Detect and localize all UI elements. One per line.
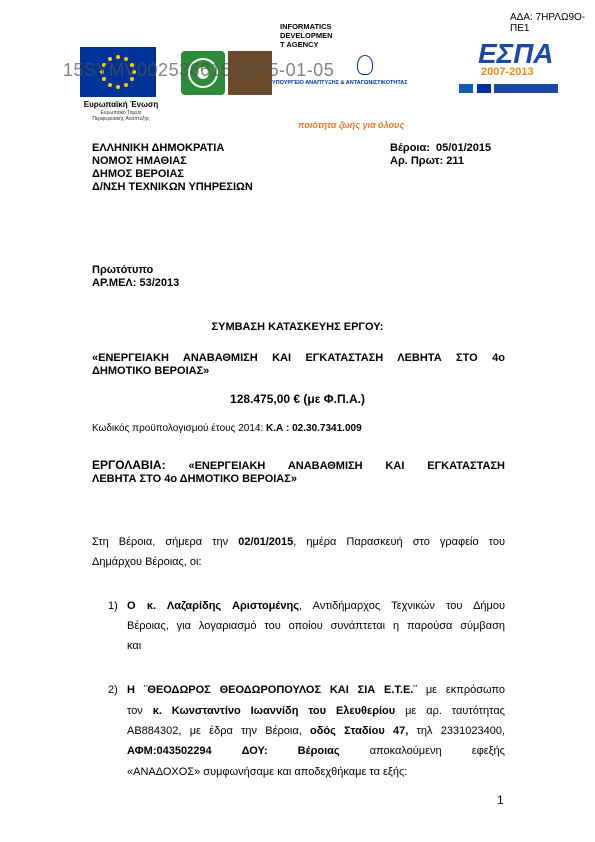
eu-flag-small-icon — [477, 84, 491, 93]
item-2-line-1 — [127, 680, 505, 700]
intro-text-1: Στη Βέροια, σήμερα την — [92, 536, 239, 548]
protocol-label: Αρ. Πρωτ: — [390, 155, 444, 167]
espa-banner — [494, 84, 558, 93]
budget-code-label: Κωδικός προϋπολογισμού έτους 2014: — [92, 423, 264, 434]
header-line-3: ΔΗΜΟΣ ΒΕΡΟΙΑΣ — [92, 168, 185, 180]
work-label: ΕΡΓΟΛΑΒΙΑ: — [92, 458, 166, 472]
item-2-line-5: «ΑΝΑΔΟΧΟΣ» συμφωνήσαμε και αποδεχθήκαμε τα εξής: — [127, 766, 408, 778]
item-1-rest: , Αντιδήμαρχος Τεχνικών του Δήμου — [298, 600, 506, 612]
slogan: ποιότητα ζωής για όλους — [298, 120, 405, 130]
espa-logo: ΕΣΠΑ — [478, 38, 554, 69]
date-value: 05/01/2015 — [436, 142, 492, 154]
tax-office-value: Βέροιας — [297, 745, 340, 757]
espa-years: 2007-2013 — [481, 66, 534, 78]
item-2-text-2c: με αρ. ταυτότητας — [395, 705, 505, 717]
intro-date: 02/01/2015 — [238, 536, 294, 548]
representative-name: κ. Κωνσταντίνο Ιωαννίδη του Ελευθερίου — [152, 705, 396, 717]
date-block — [390, 142, 491, 168]
eu-subcaption-1: Ευρωπαϊκό Ταμείο — [100, 110, 142, 116]
contractor-vat: ΑΦΜ:043502294 — [127, 745, 212, 757]
item-1-name: Ο κ. Λαζαρίδης Αριστομένης — [127, 600, 299, 612]
header-line-2: ΝΟΜΟΣ ΗΜΑΘΙΑΣ — [92, 155, 187, 167]
eu-subcaption — [76, 110, 166, 122]
item-2-text-4e: εφεξής — [471, 745, 505, 757]
ida-line-2: DEVELOPMEN — [280, 31, 333, 40]
original-marker — [92, 264, 179, 290]
page-title: ΣΥΜΒΑΣΗ ΚΑΤΑΣΚΕΥΗΣ ΕΡΓΟΥ: — [211, 321, 384, 333]
page-number: 1 — [497, 793, 504, 807]
work-line-1 — [92, 458, 505, 472]
item-1-line-2: Βέροιας, για λογαριασμό του οποίου συνάπτεται η παρούσα σύμβαση — [127, 620, 505, 632]
ministry-seal-icon — [357, 55, 373, 75]
ida-line-3: T AGENCY — [280, 40, 319, 49]
item-2-text-3a: ΑΒ884302, με έδρα την Βέροια, — [127, 725, 311, 737]
item-2-line-4 — [127, 741, 505, 761]
budget-code-line — [92, 423, 362, 434]
item-2-text-4d: αποκαλούμενη — [369, 745, 442, 757]
meeting-number: ΑΡ.ΜΕΛ: 53/2013 — [92, 277, 180, 289]
item-1-number: 1) — [108, 600, 118, 612]
diavgeia-overlay-code: 15SYMV002536615 2015-01-05 — [63, 60, 335, 80]
greek-flag-icon — [459, 84, 473, 93]
authority-header — [92, 142, 253, 194]
intro-line-2: Δημάρχου Βέροιας, οι: — [92, 556, 202, 568]
item-1-line-3: και — [127, 640, 142, 652]
eu-caption: Ευρωπαϊκή Ένωση — [83, 100, 159, 109]
project-title-line-1: «ΕΝΕΡΓΕΙΑΚΗ ΑΝΑΒΑΘΜΙΣΗ ΚΑΙ ΕΓΚΑΤΑΣΤΑΣΗ ΛΕΒΗΤΑ ΣΤΟ 4ο — [92, 352, 505, 364]
item-2-number: 2) — [108, 684, 118, 696]
ministry-name: ΥΠΟΥΡΓΕΙΟ ΑΝΑΠΤΥΞΗΣ & ΑΝΤΑΓΩΝΙΣΤΙΚΟΤΗΤΑΣ — [272, 80, 408, 86]
item-1-line-1 — [127, 596, 505, 616]
intro-text-2: , ημέρα Παρασκευή στο γραφείο του — [293, 536, 505, 548]
ada-code: ΑΔΑ: 7ΗΡΛΩ9Ο-ΠΕ1 — [510, 12, 586, 34]
ida-line-1: INFORMATICS — [280, 22, 332, 31]
contract-amount: 128.475,00 € (με Φ.Π.Α.) — [230, 392, 365, 406]
protocol-value: 211 — [446, 155, 464, 167]
item-2-line-3 — [127, 721, 505, 741]
item-2-text-1: με εκπρόσωπο — [417, 684, 506, 696]
project-title-line-2: ΔΗΜΟΤΙΚΟ ΒΕΡΟΙΑΣ» — [92, 365, 210, 377]
work-title-1: «ΕΝΕΡΓΕΙΑΚΗ ΑΝΑΒΑΘΜΙΣΗ ΚΑΙ ΕΓΚΑΤΑΣΤΑΣΗ — [188, 460, 505, 472]
contractor-address: οδός Σταδίου 47, — [310, 725, 409, 737]
item-2-line-2 — [127, 701, 505, 721]
item-2-text-2a: τον — [127, 705, 153, 717]
eu-subcaption-2: Περιφερειακής Ανάπτυξης — [92, 116, 150, 122]
contractor-name: Η ¨ΘΕΟΔΩΡΟΣ ΘΕΟΔΩΡΟΠΟΥΛΟΣ ΚΑΙ ΣΙΑ Ε.Τ.Ε.¨ — [127, 684, 418, 696]
contractor-phone: τηλ 2331023400, — [408, 725, 505, 737]
budget-code-value: Κ.Α : 02.30.7341.009 — [266, 423, 362, 434]
work-title-2: ΛΕΒΗΤΑ ΣΤΟ 4ο ΔΗΜΟΤΙΚΟ ΒΕΡΟΙΑΣ» — [92, 473, 297, 485]
original-label: Πρωτότυπο — [92, 264, 154, 276]
header-line-4: Δ/ΝΣΗ ΤΕΧΝΙΚΩΝ ΥΠΗΡΕΣΙΩΝ — [92, 181, 253, 193]
intro-line-1 — [92, 532, 505, 552]
header-line-1: ΕΛΛΗΝΙΚΗ ΔΗΜΟΚΡΑΤΙΑ — [92, 142, 225, 154]
date-label: Βέροια: — [390, 142, 430, 154]
tax-office-label: ΔΟΥ: — [241, 745, 268, 757]
ida-logo-text — [280, 22, 333, 49]
